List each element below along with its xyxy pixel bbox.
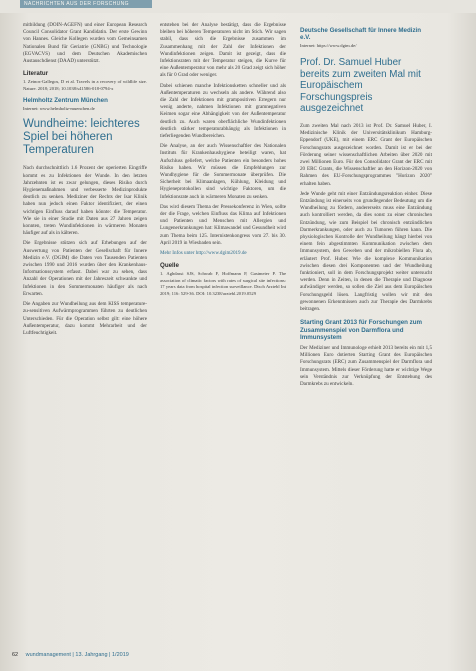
org-link[interactable]: Internet: https://www.dgim.de/ bbox=[300, 43, 357, 48]
section-label: NACHRICHTEN AUS DER FORSCHUNG bbox=[20, 0, 152, 8]
zentrum-link[interactable]: Internet: www.helmholtz-muenchen.de bbox=[23, 106, 95, 112]
body-paragraph: Der Mediziner und Immunologe erhielt 2013 bereits ein mit 1,5 Millionen Euro dotierten Starting Grant des Europäischen Forschungsrats (ERC) zum Zusammenspiel der Darmflora und Immunsystem. Mittels dieser Förderung hatte er wichtige Wege sein Verständnis zur Verknüpfung der Entstehung des Darmkrebs zu entwickeln. bbox=[300, 344, 432, 387]
quelle-label: Quelle bbox=[160, 262, 179, 270]
page-number: 62 bbox=[12, 652, 19, 658]
zentrum-label: Helmholtz Zentrum München bbox=[23, 97, 108, 105]
body-paragraph: Nach durchschnittlich 1.6 Prozent der operierten Eingriffe kommt es zu Infektionen der Wunde. In den letzten Jahrzehnten ist es zwar gelungen, dieses Risiko durch Hygienemaßnahmen und verbesserte Medizinprodukte deutlich zu senken. Mediziner der Rechts der Isar Klinik haben nun jedoch einen Faktor identifiziert, der einen wichtigen Einfluss darauf haben könnte: die Temperatur. Wie sie in einer Studie mit Daten aus 27 Jahren zeigen konnten, treten Wundinfektionen in wärmeren Monaten häufiger auf als in kälteren. bbox=[23, 165, 147, 237]
body-paragraph: Die Angaben zur Wundheilung aus dem KISS temperature-zu-sensitiven Aufwärmprogrammen führten zu deutlichen Unterschieden. Für die Operation selbst gilt: eine höhere Außentemperatur, dazu kommt Mehrarbeit und der Luftfeuchtigkeit. bbox=[23, 301, 147, 336]
subheading: Starting Grant 2013 für Forschungen zum Zusammenspiel von Darmflora und Immunsystem bbox=[300, 319, 423, 342]
quelle-text: 1. Aghdassi SJS, Schwab F, Hoffmann P, Gastmeier P. The association of climatic factors with rates of surgical site infections: 17 years data from hospital infection surveillance. Dtsch Arztebl Int 2019; 116: 529-36. DOI: 10.3238/arztebl.2019.0529 bbox=[160, 271, 286, 296]
body-paragraph: Die Ergebnisse stützen sich auf Erhebungen auf der Auswertung von Patienten der Gesellschaft für Innere Medizin e.V. (DGIM) die Daten von Tausenden Patienten zwischen 1990 und 2016 wurden über den Krankenhaus-Informationssystem erfasst. Dabei war zu sehen, dass Anzahl der Operationen mit der Jahreszeit schwankte und Infektionen in den Sommermonaten häufiger als nach Erwarten. bbox=[23, 240, 147, 297]
body-paragraph: Jede Wunde geht mit einer Entzündungsreaktion einher. Diese Entzündung ist einerseits von grundlegender Bedeutung um die Wundheilung zu fördern, andererseits muss eine Entzündung auch kontrolliert werden, da dies sonst zu einer chronischen Entzündung, wie zum Beispiel bei chronisch entzündlichen Darmerkrankungen, oder auch zu Tumoren führen kann. Die physiologischen Kontrolle der Wundheilung hängt hierbei von einem fein abgestimmten Kommunikation zwischen dem Immunsystem, den Geweben und der mikrobiellen Flora ab, erläutert Prof. Huber. Wie die komplexe Kommunikation zwischen diesen drei Komponenten und der Wundheilung funktioniert, soll in dem Forschungsprojekt weiter untersucht werden. Denn in Zeiten, in denen die Therapie und Diagnose aufwändiger werden, so sollen die Ziel aus dem Europäischen Forschungsgeld lösen. Langfristig wollen wir mit den gewonnenen Erkenntnissen auch zur Therapie des Darmkrebs beitragen. bbox=[300, 190, 432, 312]
body-paragraph: Das wird diesem Thema der Pressekonferenz in Wien, sollte der die Frage, welchen Einfluss das Klima auf Infektionen und Patienten und Menschen mit Allergien und Lungenerkrankungen hat: Klimawandel und Gesundheit wird zum Thema beim 125. Internistenkongress vom 27. bis 30. April 2019 in Wiesbaden sein. bbox=[160, 203, 286, 246]
org-name: Deutsche Gesellschaft für Innere Medizin e.V. bbox=[300, 27, 422, 41]
article-headline-right: Prof. Dr. Samuel Huber bereits zum zweiten Mal mit Europäischem Forschungspreis ausgezeichnet bbox=[300, 57, 421, 115]
literatur-label: Literatur bbox=[23, 70, 49, 78]
literatur-text: 1. Zeinos-Gallegos, D et al. Travels in a recovery of wildlife size. Nature. 2018; 2018; 10.1038/s41586-018-0794-x bbox=[23, 79, 147, 91]
body-paragraph: Dabei schienen manche Infektionsketten schneller und als Außentemperaturen zu wechseln als andere. Während also die Zahl der Infektionen mit grampositiven Erregern nur wenig anderte, nahmen Infektionen mit gramnegativen Keimen sogar eine Abhängigkeit von der Außentemperatur deutlich zu. Auch waren oberflächliche Wundinfektionen deutlich stärker temperaturabhängig als Infektionen in tieferliegenden Wundbereichen. bbox=[160, 82, 286, 140]
journal-label: wundmanagement | 13. Jahrgang | 1/2019 bbox=[25, 652, 129, 658]
article-headline-left: Wundheime: leichteres Spiel bei höheren Temperaturen bbox=[23, 118, 140, 157]
column-middle bbox=[160, 22, 286, 634]
column-right bbox=[300, 22, 432, 634]
body-paragraph: entstehen bei der Analyse bestätigt, dass die Ergebnisse bleiben bei höheren Temperaturen nicht im Stich. Wir sagen stabil, dass sich die Ergebnisse zusammen im Zusammenhang mit der Zahl der Infektionen der Wundinfektionen zeigen. Damit ist gezeigt, dass die Infektionsraten mit der Temperatur steigen, die Kurve für eine Außentemperatur von mehr als 20 Grad zeigt sich höher als für 0 Grad oder weniger. bbox=[160, 22, 286, 79]
body-paragraph: Zum zweiten Mal nach 2013 ist Prof. Dr. Samuel Huber, I. Medizinische Klinik der Universitätsklinikum Hamburg-Eppendorf (UKE), mit einem ERC Grant der Europäischen Forschungsrats ausgezeichnet worden. Damit ist er bei der Förderung seiner wissenschaftlichen Arbeiten über 2020 mit zwei Millionen Euro. Für den Consolidator Grant der ERC mit 20 ERC Grants, die Wissenschaftler an den Horizon-2020 von Rahmen des EU-Forschungsprogrammes "Horizon 2020" erhalten haben. bbox=[300, 122, 432, 187]
page-footer bbox=[12, 652, 129, 658]
body-paragraph: Die Analyse, an der auch Wissenschaftler des Nationalen Instituts für Krankenhaushygiene beteiligt waren, hat Aufschluss geliefert, welche Patienten ein besonders hohes Risiko haben. Wir müssen die Empfehlungen zur Wundhygiene für die Sommermonate überprüfen. Die Sicherheit bei Klimaanlagen, Kühlung, Kleidung und Hygieneprotokollen sind wichtige Faktoren, um die Infektionsrate auch in wärmeren Monaten zu senken. bbox=[160, 143, 286, 200]
column-left bbox=[23, 22, 147, 634]
intro-paragraph: mitbildung (DOIN-AGEFN) und einer European Research Council Consolidator Grant Kandidatin. Der erste Gewinn von Hannes. Gleiche Kollegen wurden vom Gemeinsamen Nationalen Bund für Geriatrie (GNBG) und Technologie (EGVACVS) und dem Deutschen Akademischen Austauschdienst (DAAD) unterstützt. bbox=[23, 22, 147, 65]
web-link[interactable]: Mehr Infos unter http://www.dgim2019.de bbox=[160, 250, 247, 257]
